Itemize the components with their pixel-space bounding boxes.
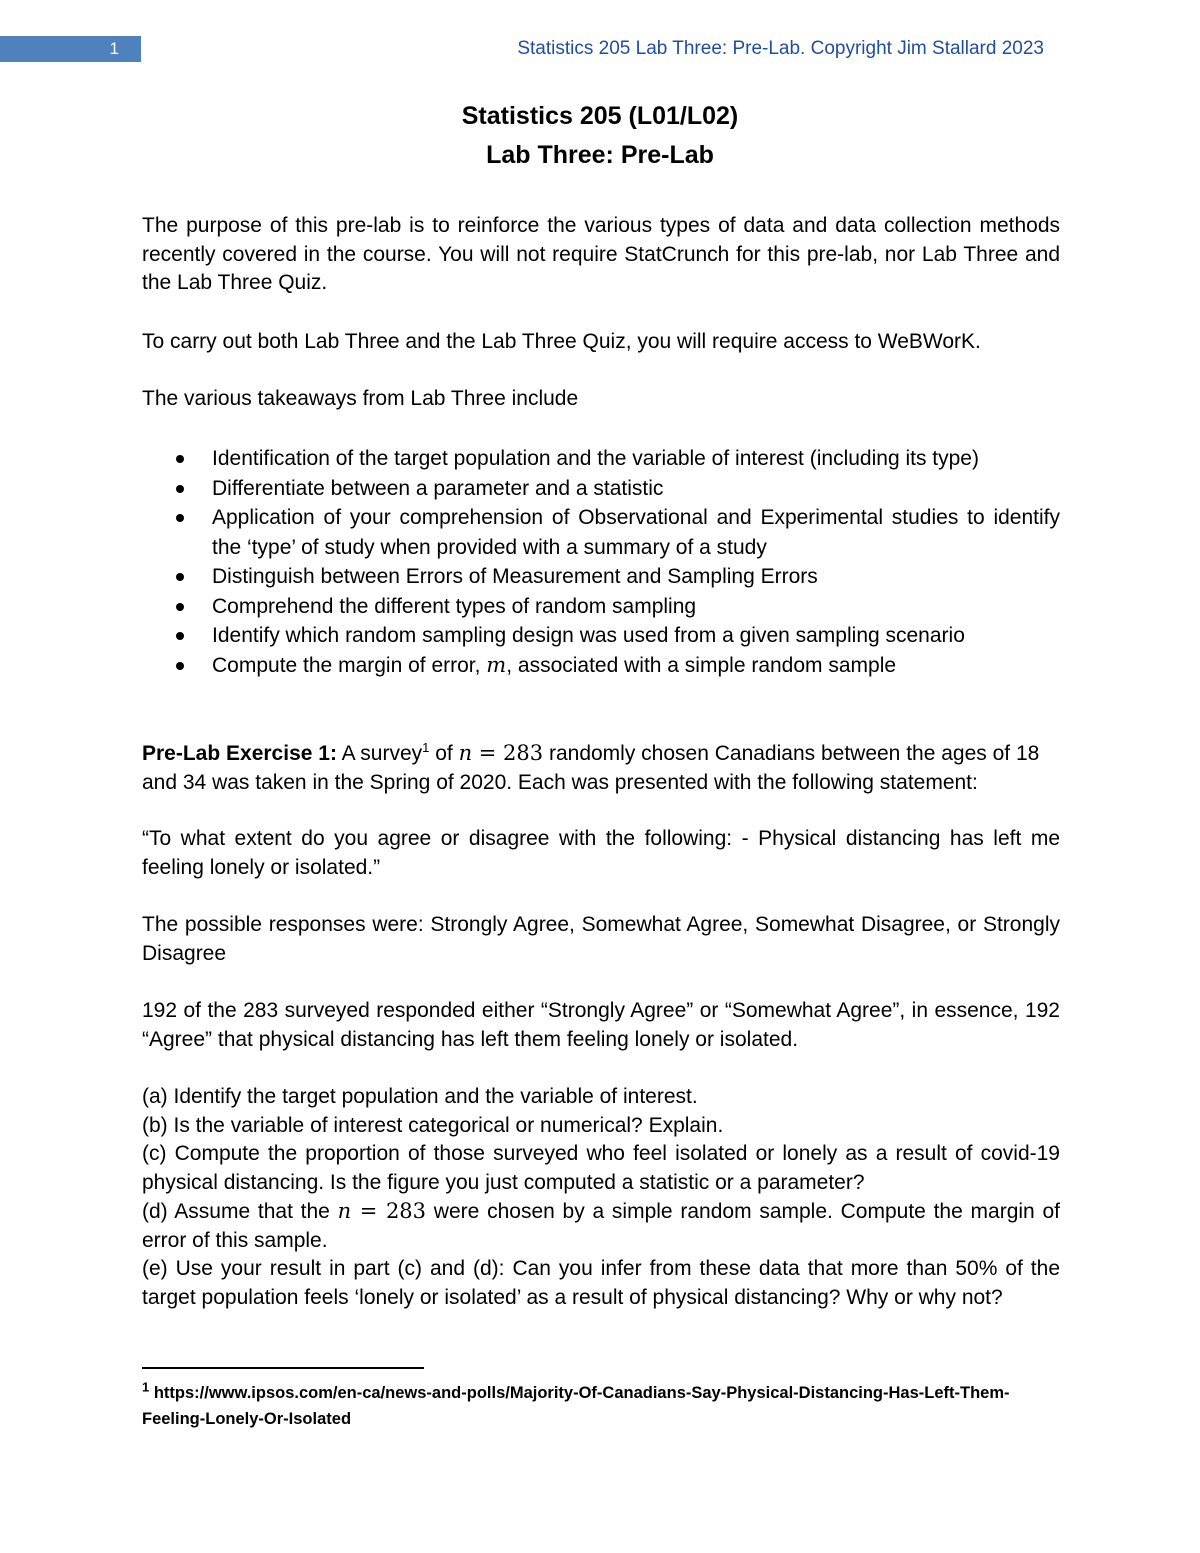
document-subtitle: Lab Three: Pre-Lab [486, 141, 714, 169]
bullet-icon [176, 485, 184, 493]
list-item-text: , associated with a simple random sample [506, 653, 897, 677]
questions [142, 1083, 1060, 1312]
n-symbol: n [458, 741, 473, 765]
list-item [142, 651, 1060, 681]
question-e: (e) Use your result in part (c) and (d): Can you infer from these data that more than 50% of the target population feels ‘lonely or isolated’ as a result of physical distancing? Why or why not? [142, 1257, 1060, 1309]
bullet-icon [176, 455, 184, 463]
question-c: (c) Compute the proportion of those surveyed who feel isolated or lonely as a result of covid-19 physical distancing. Is the figure you just computed a statistic or a parameter? [142, 1142, 1060, 1194]
takeaways-lead: The various takeaways from Lab Three include [142, 387, 579, 410]
running-header: Statistics 205 Lab Three: Pre-Lab. Copyright Jim Stallard 2023 [517, 38, 1044, 59]
list-item-text: Distinguish between Errors of Measurement and Sampling Errors [212, 565, 818, 588]
bullet-icon [176, 662, 184, 670]
bullet-icon [176, 573, 184, 581]
survey-responses: The possible responses were: Strongly Agree, Somewhat Agree, Somewhat Disagree, or Strongly Disagree [142, 913, 1060, 965]
list-item-text: Identification of the target population and the variable of interest (including its type) [212, 447, 979, 470]
question-text: were chosen by a simple random sample. Compute the margin of error of this sample. [142, 1200, 1061, 1252]
document-title: Statistics 205 (L01/L02) [461, 102, 739, 130]
page-number-badge: 1 [0, 36, 141, 62]
footnote-reference[interactable]: 1 [422, 740, 430, 755]
exercise-text: randomly chosen Canadians between the ages of 18 and 34 was taken in the Spring of 2020. Each was presented with the following statement: [142, 742, 1040, 794]
exercise-label: Pre-Lab Exercise 1: [142, 742, 337, 765]
list-item [142, 562, 1060, 592]
survey-statement: “To what extent do you agree or disagree with the following: - Physical distancing has left me feeling lonely or isolated.” [142, 827, 1060, 879]
margin-symbol: m [486, 652, 507, 677]
exercise-text: A survey [336, 742, 423, 765]
footnote-divider [142, 1367, 424, 1369]
list-item [142, 503, 1060, 562]
list-item-text: Differentiate between a parameter and a statistic [212, 476, 664, 500]
list-item [142, 444, 1060, 474]
bullet-icon [176, 603, 184, 611]
exercise-intro [142, 739, 1060, 797]
list-item-text: Application of your comprehension of Observational and Experimental studies to identify the ‘type’ of study when provided with a summary of a study [212, 506, 1060, 559]
footnote-link[interactable]: https://www.ipsos.com/en-ca/news-and-polls/Majority-Of-Canadians-Say-Physical-Distancing-Has-Left-Them-Feeling-Lonely-Or-Isolated [142, 1384, 1010, 1428]
n-value: = 283 [351, 1199, 427, 1223]
question-b: (b) Is the variable of interest categorical or numerical? Explain. [142, 1113, 724, 1137]
list-item [142, 592, 1060, 622]
survey-result: 192 of the 283 surveyed responded either “Strongly Agree” or “Somewhat Agree”, in essence, 192 “Agree” that physical distancing has left them feeling lonely or isolated. [142, 999, 1060, 1051]
footnote-mark: 1 [142, 1379, 150, 1395]
n-symbol: n [337, 1199, 352, 1223]
question-text: (d) Assume that the [142, 1200, 338, 1223]
bullet-icon [176, 514, 184, 522]
footnote [142, 1380, 1042, 1432]
bullet-icon [176, 632, 184, 640]
intro-webwork: To carry out both Lab Three and the Lab Three Quiz, you will require access to WeBWorK. [142, 330, 981, 353]
takeaways-list [142, 444, 1060, 680]
question-a: (a) Identify the target population and the variable of interest. [142, 1085, 698, 1108]
exercise-text: of [429, 742, 459, 765]
question-d [142, 1197, 1060, 1255]
n-value: = 283 [472, 741, 544, 765]
list-item-text: Identify which random sampling design was used from a given sampling scenario [212, 624, 965, 647]
list-item-text: Compute the margin of error, [212, 653, 487, 677]
list-item [142, 621, 1060, 651]
list-item [142, 474, 1060, 504]
list-item-text: Comprehend the different types of random sampling [212, 594, 697, 618]
intro-purpose: The purpose of this pre-lab is to reinforce the various types of data and data collection methods recently covered in the course. You will not require StatCrunch for this pre-lab, nor Lab Three and the Lab Three Quiz. [142, 214, 1060, 294]
